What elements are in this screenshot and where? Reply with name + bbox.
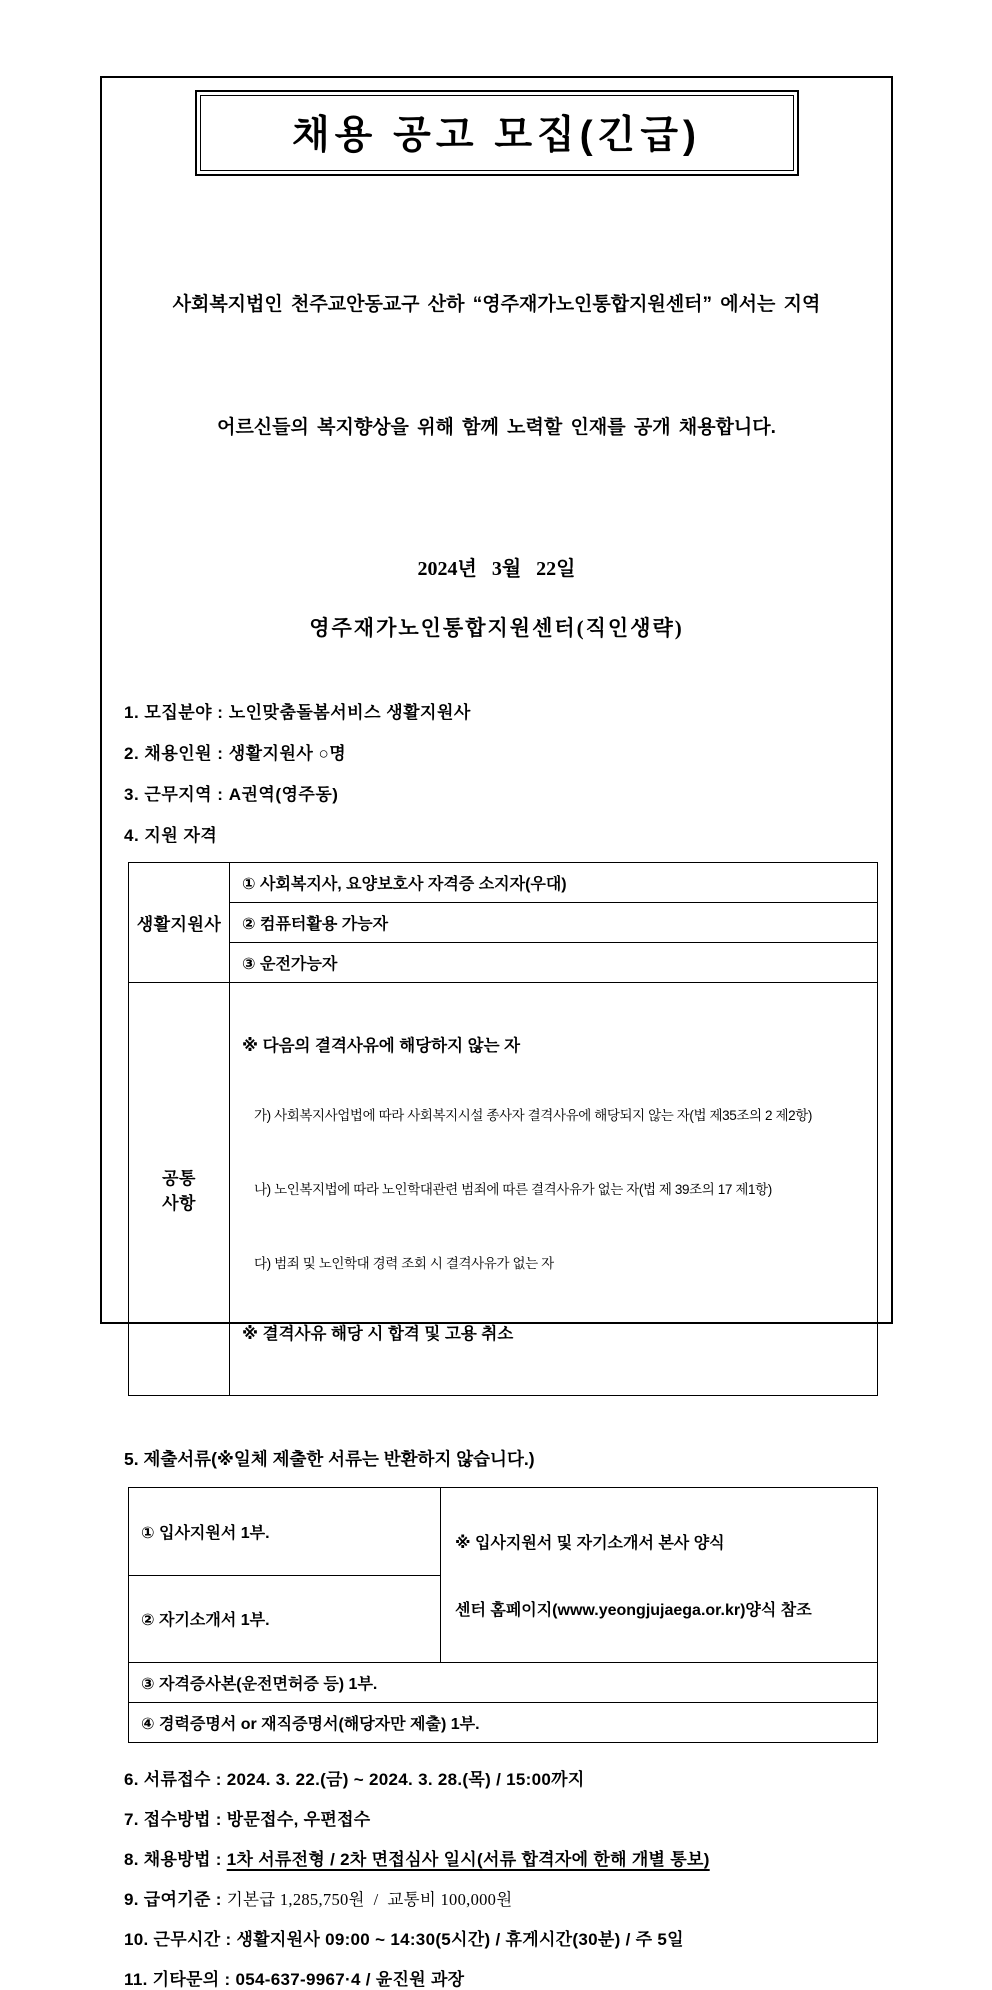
qual-group-header-life-supporter: 생활지원사 [129,863,230,983]
common-line-2: 가) 사회복지사업법에 따라 사회복지시설 종사자 결격사유에 해당되지 않는 자(법 제35조의 2 제2항) [254,1108,812,1123]
doc-row-1: ① 입사지원서 1부. [129,1488,441,1576]
table-row [129,1488,878,1576]
table-row [129,903,878,943]
item-qualification-heading: 4. 지원 자격 [124,826,218,845]
documents-table [128,1487,878,1743]
common-line-4: 다) 범죄 및 노인학대 경력 조회 시 결격사유가 없는 자 [254,1256,554,1271]
common-line-1: ※ 다음의 결격사유에 해당하지 않는 자 [242,1037,521,1055]
qualification-table [128,862,878,1396]
title-box [195,90,799,176]
issuing-organization: 영주재가노인통합지원센터(직인생략) [309,616,684,640]
common-line-5: ※ 결격사유 해당 시 합격 및 고용 취소 [242,1325,514,1343]
item-recruitment-field: 1. 모집분야 : 노인맞춤돌봄서비스 생활지원사 [124,703,471,722]
item-work-region: 3. 근무지역 : A권역(영주동) [124,785,339,804]
item-7-label: 7. 접수방법 : [124,1810,227,1829]
table-row [129,863,878,903]
item-11-label: 11. 기타문의 : [124,1970,236,1989]
doc-row-3: ③ 자격증사본(운전면허증 등) 1부. [129,1663,878,1703]
item-9-value: 기본급 1,285,750원 / 교통비 100,000원 [226,1890,513,1909]
item-7-value: 방문접수, 우편접수 [226,1810,371,1829]
item-11-value: 054-637-9967·4 / 윤진원 과장 [235,1970,465,1989]
table-row [129,1663,878,1703]
item-10-value: 생활지원사 09:00 ~ 14:30(5시간) / 휴게시간(30분) / 주 5일 [236,1930,684,1949]
common-requirements-cell [230,983,878,1396]
issue-date: 2024년 3월 22일 [417,558,576,580]
page-border [100,76,893,1989]
item-8-label: 8. 채용방법 : [124,1850,227,1869]
qual-requirement-3: ③ 운전가능자 [230,943,878,983]
table-row [129,983,878,1396]
intro-line-1: 사회복지법인 천주교안동교구 산하 “영주재가노인통합지원센터” 에서는 지역 [172,294,821,315]
title-box-inner [200,95,794,171]
qual-group-header-common [129,983,230,1396]
common-line-3: 나) 노인복지법에 따라 노인학대관련 범죄에 따른 결격사유가 없는 자(법 제 39조의 17 제1항) [254,1182,772,1197]
top-item-list [124,698,865,846]
doc-row-2: ② 자기소개서 1부. [129,1575,441,1663]
document-title: 채용 공고 모집(긴급) [291,114,702,157]
doc-note-line-2: 센터 홈페이지(www.yeongjujaega.or.kr)양식 참조 [455,1602,812,1619]
submission-documents-heading: 5. 제출서류(※일체 제출한 서류는 반환하지 않습니다.) [124,1449,535,1469]
item-work-hours [124,1925,865,1950]
item-hiring-method [124,1845,865,1870]
table-row [129,1703,878,1743]
doc-note-cell [441,1488,878,1663]
item-document-reception [124,1765,865,1790]
item-9-label: 9. 급여기준 : [124,1890,227,1909]
table-row [129,943,878,983]
item-6-value: 2024. 3. 22.(금) ~ 2024. 3. 28.(목) / 15:00까지 [226,1770,585,1789]
item-hire-count: 2. 채용인원 : 생활지원사 ○명 [124,744,347,763]
doc-note-line-1: ※ 입사지원서 및 자기소개서 본사 양식 [455,1535,725,1552]
item-10-label: 10. 근무시간 : [124,1930,237,1949]
qual-requirement-1: ① 사회복지사, 요양보호사 자격증 소지자(우대) [230,863,878,903]
item-6-label: 6. 서류접수 : [124,1770,227,1789]
common-header-line-2: 사항 [162,1194,196,1213]
qual-requirement-2: ② 컴퓨터활용 가능자 [230,903,878,943]
common-header-line-1: 공통 [162,1169,196,1188]
item-contact-inquiry [124,1965,865,1990]
item-salary-standard [124,1885,865,1910]
item-application-method [124,1805,865,1830]
item-8-value: 1차 서류전형 / 2차 면접심사 일시(서류 합격자에 한해 개별 통보) [226,1850,710,1869]
intro-line-2: 어르신들의 복지향상을 위해 함께 노력할 인재를 공개 채용합니다. [217,417,776,438]
doc-row-4: ④ 경력증명서 or 재직증명서(해당자만 제출) 1부. [129,1703,878,1743]
bottom-item-list [124,1765,865,1990]
intro-paragraph [128,202,865,530]
